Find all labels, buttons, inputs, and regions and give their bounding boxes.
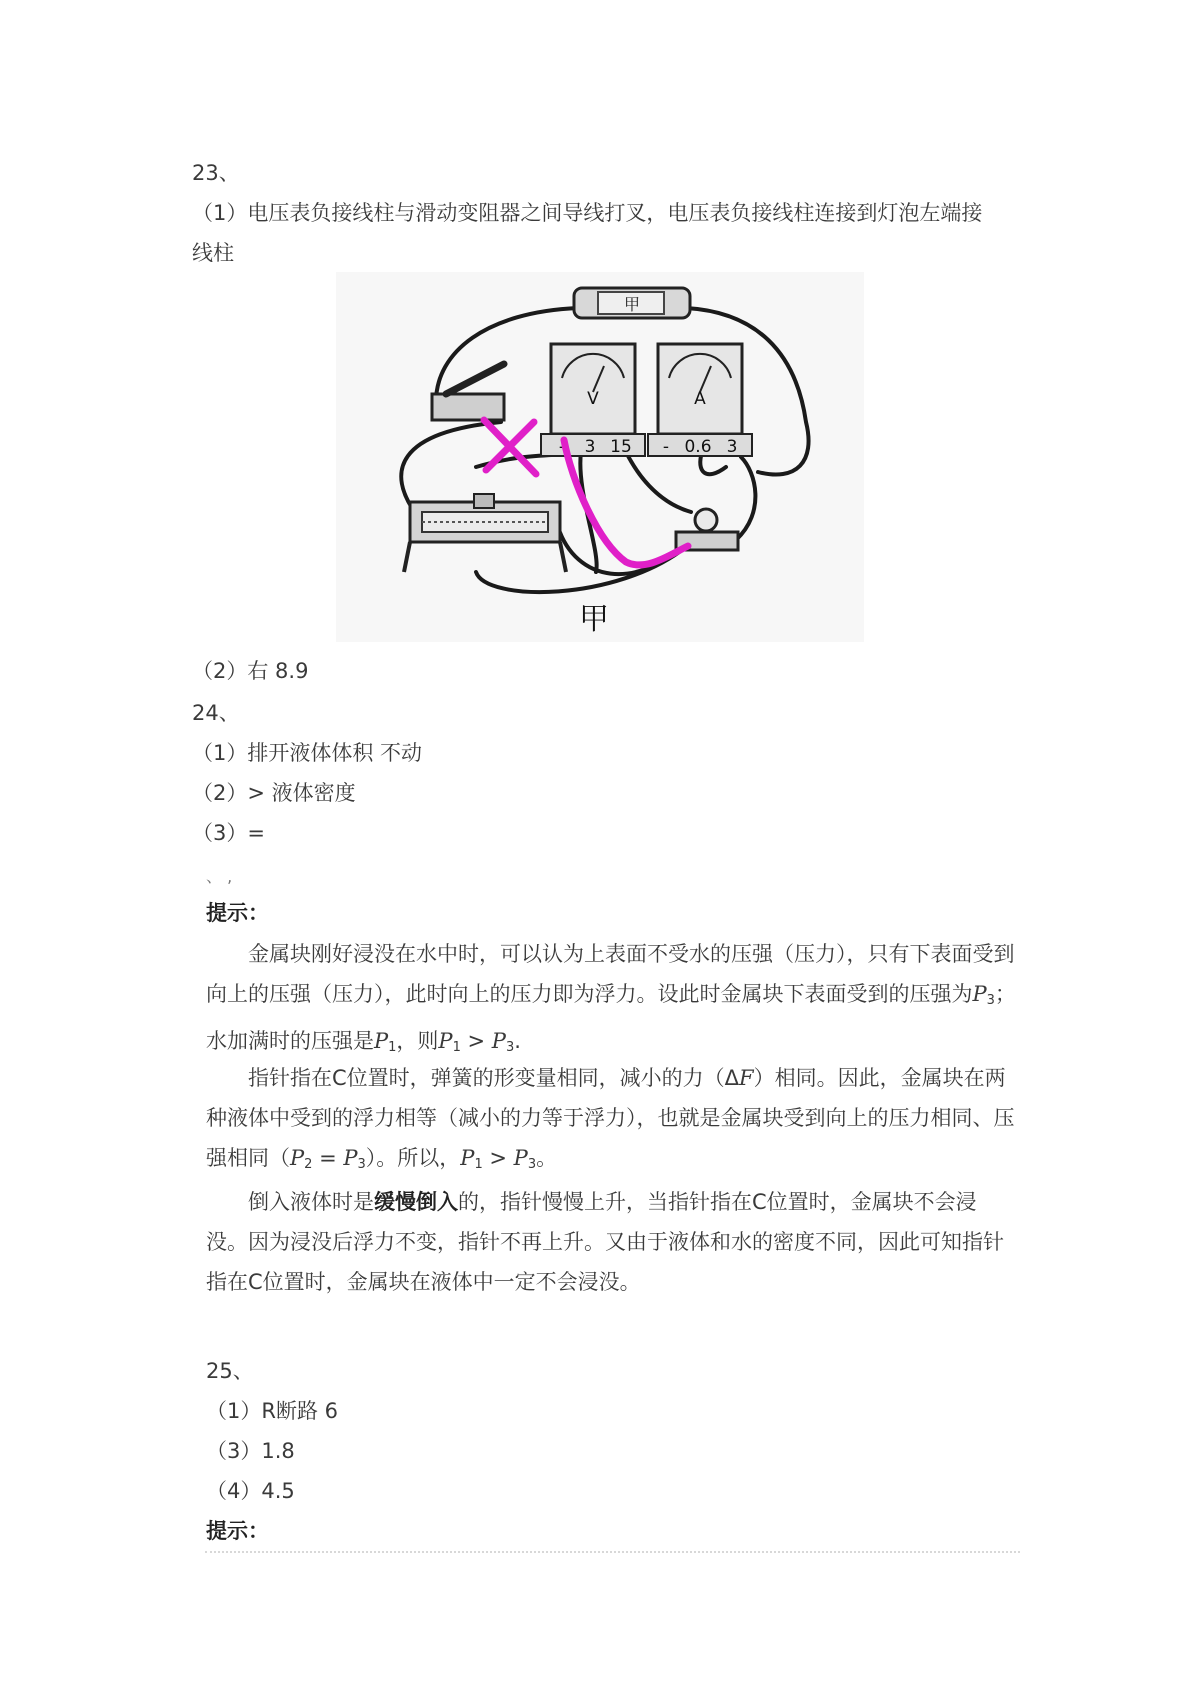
q24-hint-para3: 倒入液体时是缓慢倒入的，指针慢慢上升，当指针指在C位置时，金属块不会浸没。因为浸没后浮力不变，指针不再上升。又由于液体和水的密度不同，因此可知指针指在C位置时，金属块在液体中一定不会浸没。: [206, 1190, 1004, 1294]
ammeter-terminal-neg: -: [662, 437, 670, 457]
q24-hint-label: 提示：: [206, 901, 269, 925]
q23-part1-line2: 线柱: [192, 241, 234, 265]
q23-part1-line1: （1）电压表负接线柱与滑动变阻器之间导线打叉，电压表负接线柱连接到灯泡左端接: [192, 201, 983, 225]
circuit-diagram: [336, 272, 864, 642]
q24-part1: （1）排开液体体积 不动: [192, 741, 423, 765]
voltmeter-terminal-15: 15: [610, 437, 632, 457]
lamp-label: 甲: [623, 295, 641, 314]
q25-part1: （1）R断路 6: [206, 1399, 338, 1423]
q24-hint-para2: 指针指在C位置时，弹簧的形变量相同，减小的力（ΔF）相同。因此，金属块在两种液体中受到的浮力相等（减小的力等于浮力），也就是金属块受到向上的压力相同、压强相同$(P_2 = P_3)$。所以，$P_1 > P_3$。: [206, 1066, 1015, 1172]
q23-number: 23、: [192, 161, 240, 185]
figure-caption: 甲: [579, 602, 609, 637]
q25-part3: （3）1.8: [206, 1439, 295, 1463]
q23-part2: （2）右 8.9: [192, 659, 309, 683]
ammeter-terminal-3: 3: [726, 437, 738, 457]
q25-number: 25、: [206, 1359, 254, 1383]
q24-hint-para1: 金属块刚好浸没在水中时，可以认为上表面不受水的压强（压力），只有下表面受到向上的压强（压力），此时向上的压力即为浮力。设此时金属块下表面受到的压强为$P_3$；水加满时的压强是$P_1$，则$P_1 > P_3$.: [206, 942, 1016, 1055]
stray-marks: 、 ,: [206, 867, 233, 886]
q25-hint-label: 提示：: [206, 1519, 269, 1543]
q24-number: 24、: [192, 701, 240, 725]
voltmeter: [541, 344, 645, 457]
q24-part2: （2）> 液体密度: [192, 781, 356, 805]
q24-part3: （3）=: [192, 821, 265, 845]
ammeter-symbol: A: [694, 389, 706, 409]
voltmeter-symbol: V: [587, 389, 599, 409]
voltmeter-terminal-neg: -: [558, 437, 566, 457]
section-divider: [205, 1551, 1020, 1553]
q25-part4: （4）4.5: [206, 1479, 295, 1503]
ammeter: [648, 344, 752, 457]
lamp: [574, 288, 690, 318]
ammeter-terminal-06: 0.6: [684, 437, 712, 457]
voltmeter-terminal-3: 3: [584, 437, 596, 457]
